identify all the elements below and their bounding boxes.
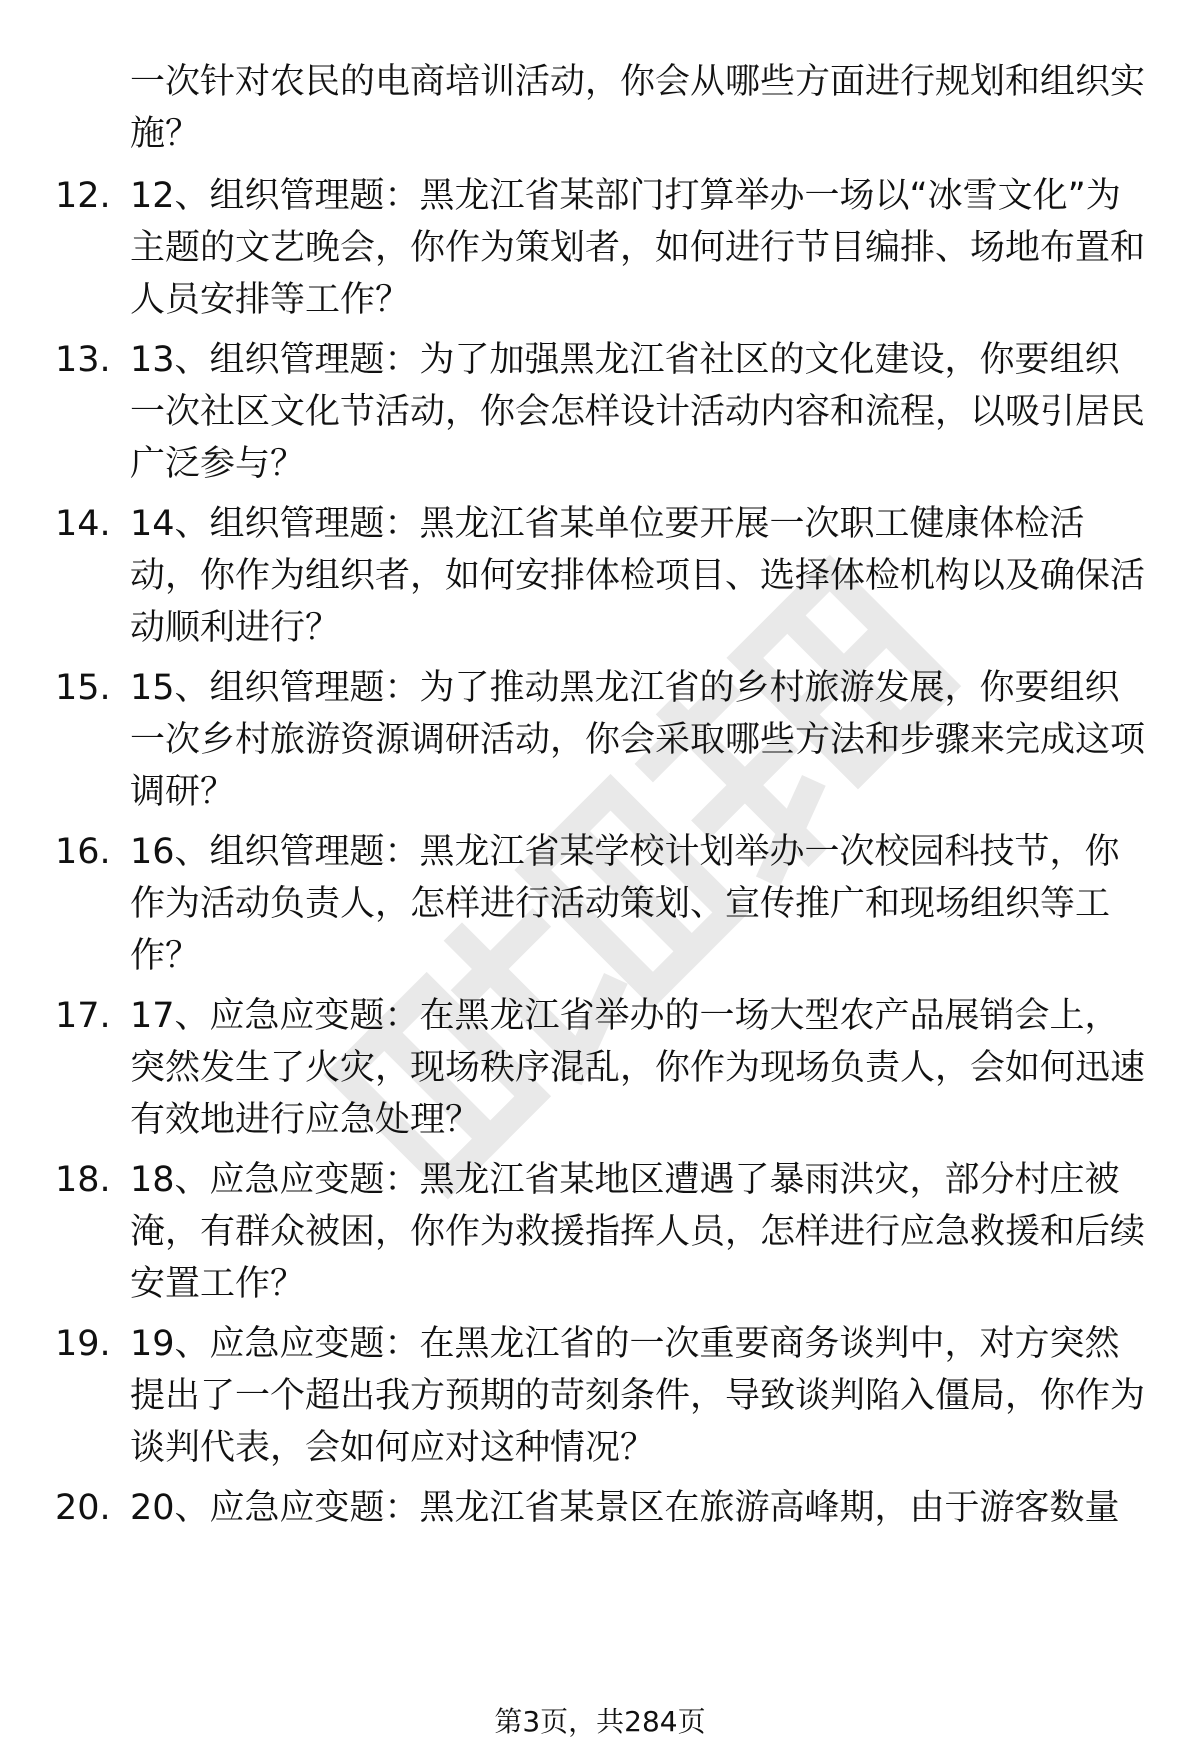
list-item-text: 15、组织管理题：为了推动黑龙江省的乡村旅游发展，你要组织一次乡村旅游资源调研活动，你会采取哪些方法和步骤来完成这项调研？ — [130, 668, 1146, 812]
list-item-number: 16. — [55, 832, 111, 872]
list-item-text: 13、组织管理题：为了加强黑龙江省社区的文化建设，你要组织一次社区文化节活动，你会怎样设计活动内容和流程，以吸引居民广泛参与？ — [130, 340, 1146, 484]
list-item-number: 13. — [55, 340, 111, 380]
list-item-number: 12. — [55, 176, 111, 216]
list-item-text: 16、组织管理题：黑龙江省某学校计划举办一次校园科技节，你作为活动负责人，怎样进行活动策划、宣传推广和现场组织等工作？ — [130, 832, 1120, 976]
list-item-text: 17、应急应变题：在黑龙江省举办的一场大型农产品展销会上，突然发生了火灾，现场秩序混乱，你作为现场负责人，会如何迅速有效地进行应急处理？ — [130, 996, 1146, 1140]
list-item-text: 19、应急应变题：在黑龙江省的一次重要商务谈判中，对方突然提出了一个超出我方预期的苛刻条件，导致谈判陷入僵局，你作为谈判代表，会如何应对这种情况？ — [130, 1324, 1146, 1468]
list-item-text: 18、应急应变题：黑龙江省某地区遭遇了暴雨洪灾，部分村庄被淹，有群众被困，你作为救援指挥人员，怎样进行应急救援和后续安置工作？ — [130, 1160, 1146, 1304]
list-item-text: 20、应急应变题：黑龙江省某景区在旅游高峰期，由于游客数量 — [130, 1488, 1120, 1528]
list-item-number: 18. — [55, 1160, 111, 1200]
list-item-number: 15. — [55, 668, 111, 708]
list-item-number: 14. — [55, 504, 111, 544]
page-footer: 第3页，共284页 — [494, 1705, 706, 1738]
list-item-number: 20. — [55, 1488, 111, 1528]
continuation-paragraph: 一次针对农民的电商培训活动，你会从哪些方面进行规划和组织实施？ — [130, 62, 1146, 154]
list-item-number: 17. — [55, 996, 111, 1036]
list-item-text: 14、组织管理题：黑龙江省某单位要开展一次职工健康体检活动，你作为组织者，如何安排体检项目、选择体检机构以及确保活动顺利进行？ — [130, 504, 1146, 648]
list-item-text: 12、组织管理题：黑龙江省某部门打算举办一场以“冰雪文化”为主题的文艺晚会，你作为策划者，如何进行节目编排、场地布置和人员安排等工作？ — [130, 176, 1146, 320]
list-item-number: 19. — [55, 1324, 111, 1364]
